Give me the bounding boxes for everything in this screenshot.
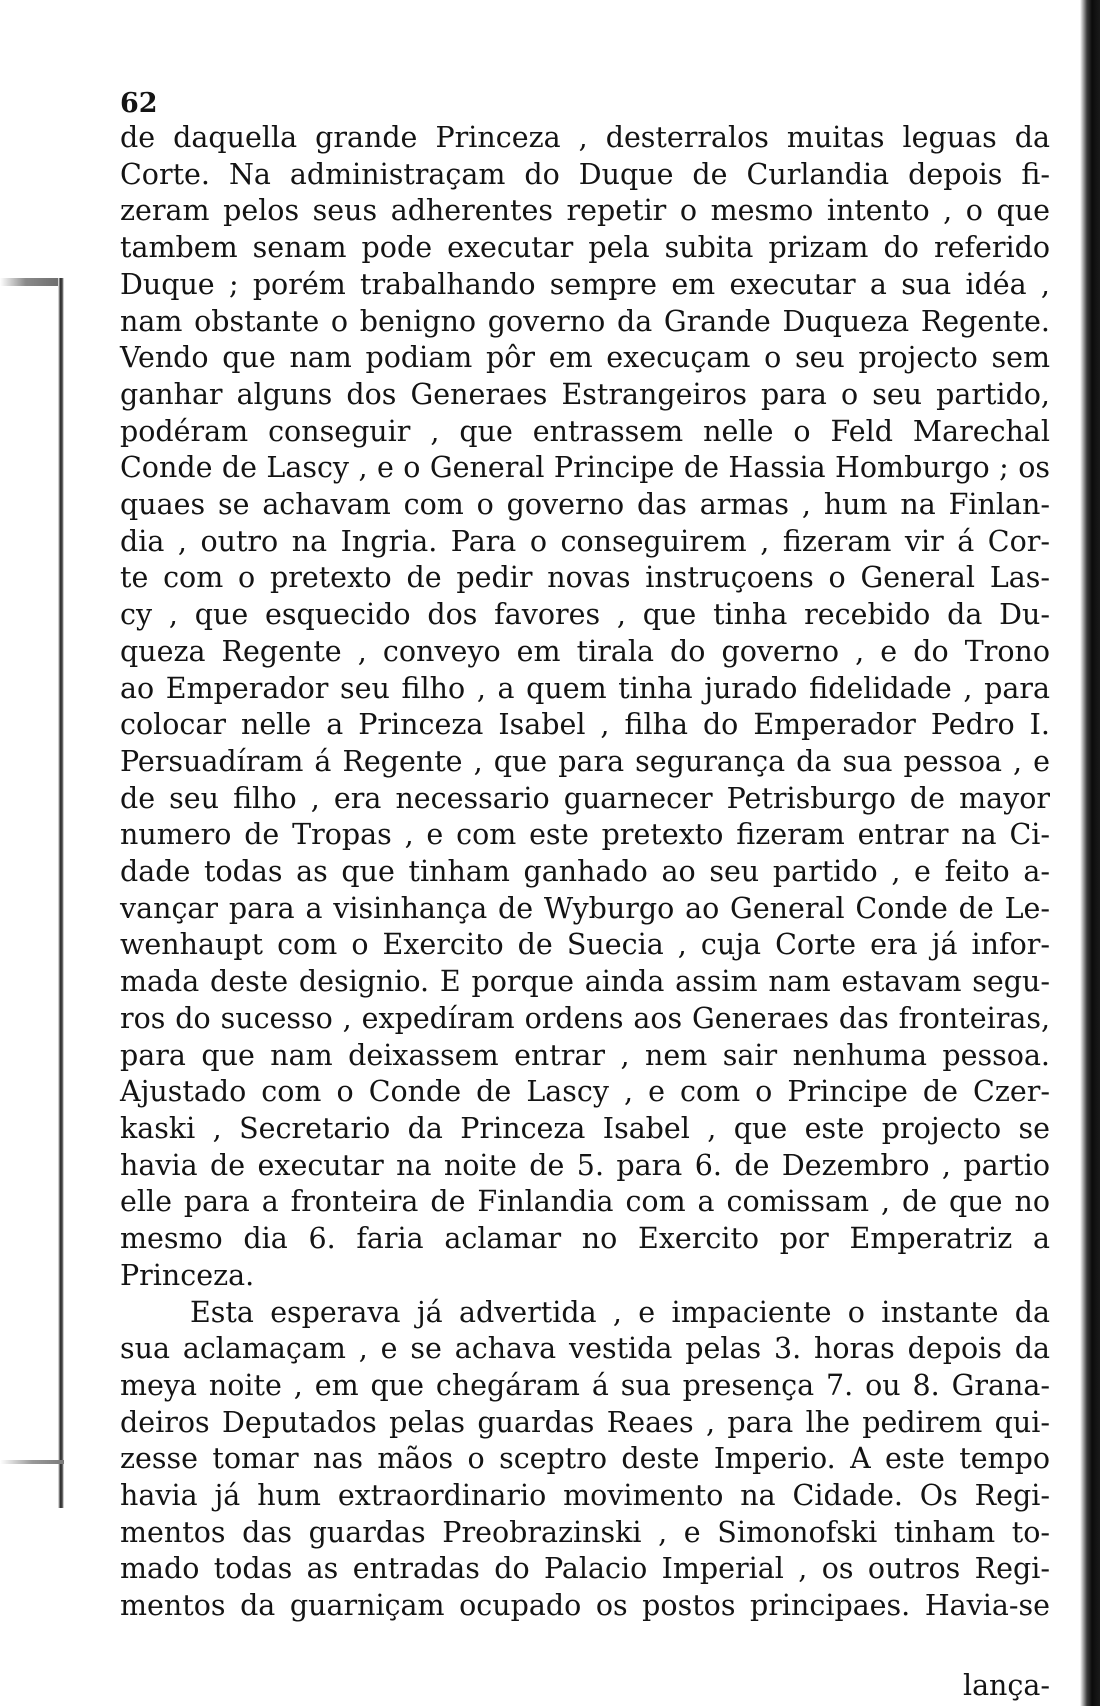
text-line: Conde de Lascy , e o General Principe de Hassia Homburgo ; os bbox=[120, 451, 1050, 485]
text-line: kaski , Secretario da Princeza Isabel , que este projecto se bbox=[120, 1111, 1050, 1145]
text-line: dade todas as que tinham ganhado ao seu partido , e feito a- bbox=[120, 855, 1050, 889]
text-line: de daquella grande Princeza , desterralos muitas leguas da bbox=[120, 121, 1050, 154]
text-line: Persuadíram á Regente , que para segurança da sua pessoa , e bbox=[120, 744, 1050, 778]
text-line: para que nam deixassem entrar , nem sair nenhuma pessoa. bbox=[120, 1038, 1050, 1072]
paragraph bbox=[120, 1295, 1050, 1625]
text-line: nam obstante o benigno governo da Grande Duqueza Regente. bbox=[120, 304, 1050, 338]
text-line: Duque ; porém trabalhando sempre em executar a sua idéa , bbox=[120, 267, 1050, 301]
text-line: vançar para a visinhança de Wyburgo ao General Conde de Le- bbox=[120, 891, 1050, 925]
body-text bbox=[120, 120, 1050, 1625]
text-line: Vendo que nam podiam pôr em execuçam o seu projecto sem bbox=[120, 341, 1050, 375]
scan-shadow-bottom-left bbox=[0, 1460, 64, 1464]
text-line: elle para a fronteira de Finlandia com a comissam , de que no bbox=[120, 1185, 1050, 1219]
text-line: ao Emperador seu filho , a quem tinha jurado fidelidade , para bbox=[120, 671, 1050, 705]
text-line: mada deste designio. E porque ainda assim nam estavam segu- bbox=[120, 965, 1050, 999]
paragraph bbox=[120, 120, 1050, 1295]
text-line: te com o pretexto de pedir novas instruçoens o General Las- bbox=[120, 561, 1050, 595]
text-line: tambem senam pode executar pela subita prizam do referido bbox=[120, 231, 1050, 265]
text-line: dia , outro na Ingria. Para o conseguirem , fizeram vir á Cor- bbox=[120, 524, 1050, 558]
text-line: sua aclamaçam , e se achava vestida pelas 3. horas depois da bbox=[120, 1332, 1050, 1366]
text-line: zesse tomar nas mãos o sceptro deste Imperio. A este tempo bbox=[120, 1442, 1050, 1476]
text-line: colocar nelle a Princeza Isabel , filha do Emperador Pedro I. bbox=[120, 708, 1050, 742]
text-line: havia de executar na noite de 5. para 6. de Dezembro , partio bbox=[120, 1148, 1050, 1182]
scan-shadow-top-left bbox=[0, 278, 64, 286]
text-line: queza Regente , conveyo em tirala do governo , e do Trono bbox=[120, 634, 1050, 668]
text-line: numero de Tropas , e com este pretexto fizeram entrar na Ci- bbox=[120, 818, 1050, 852]
text-line: mentos da guarniçam ocupado os postos principaes. Havia-se bbox=[120, 1589, 1050, 1623]
text-line: meya noite , em que chegáram á sua presença 7. ou 8. Grana- bbox=[120, 1368, 1050, 1402]
text-line: ganhar alguns dos Generaes Estrangeiros para o seu partido, bbox=[120, 377, 1050, 411]
text-line: mentos das guardas Preobrazinski , e Simonofski tinham to- bbox=[120, 1515, 1050, 1549]
text-line: cy , que esquecido dos favores , que tinha recebido da Du- bbox=[120, 598, 1050, 632]
text-line: Ajustado com o Conde de Lascy , e com o Principe de Czer- bbox=[120, 1075, 1050, 1109]
text-line: ros do sucesso , expedíram ordens aos Generaes das fronteiras, bbox=[120, 1001, 1050, 1035]
scan-shadow-left bbox=[58, 278, 64, 1508]
text-line: Corte. Na administraçam do Duque de Curlandia depois fi- bbox=[120, 157, 1050, 191]
text-line: zeram pelos seus adherentes repetir o mesmo intento , o que bbox=[120, 194, 1050, 228]
text-line: quaes se achavam com o governo das armas , hum na Finlan- bbox=[120, 488, 1050, 522]
text-line: mesmo dia 6. faria aclamar no Exercito por Emperatriz a bbox=[120, 1222, 1050, 1256]
text-line: Esta esperava já advertida , e impaciente o instante da bbox=[190, 1295, 1050, 1329]
text-line: wenhaupt com o Exercito de Suecia , cuja Corte era já infor- bbox=[120, 928, 1050, 962]
text-line: Princeza. bbox=[120, 1258, 255, 1292]
text-line: de seu filho , era necessario guarnecer Petrisburgo de mayor bbox=[120, 781, 1050, 815]
page-number: 62 bbox=[120, 88, 158, 119]
text-line: deiros Deputados pelas guardas Reaes , para lhe pedirem qui- bbox=[120, 1405, 1050, 1439]
text-line: mado todas as entradas do Palacio Imperial , os outros Regi- bbox=[120, 1552, 1050, 1586]
scan-edge-right bbox=[1080, 0, 1100, 1706]
text-line: havia já hum extraordinario movimento na Cidade. Os Regi- bbox=[120, 1479, 1050, 1513]
text-line: podéram conseguir , que entrassem nelle o Feld Marechal bbox=[120, 414, 1050, 448]
book-page bbox=[120, 80, 1050, 1700]
catchword: lança- bbox=[962, 1669, 1050, 1702]
